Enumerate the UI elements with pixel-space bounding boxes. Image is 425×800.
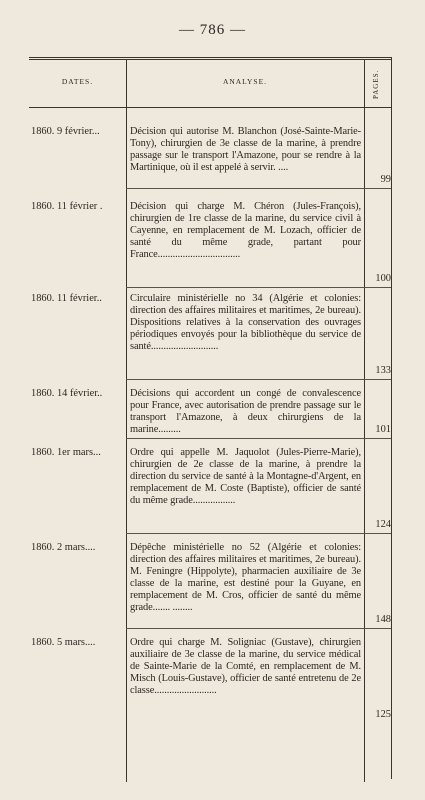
entry-date: 1860. 9 février... xyxy=(31,126,100,137)
entry-page: 133 xyxy=(375,365,391,376)
entry-divider xyxy=(126,379,391,380)
entry-divider xyxy=(126,628,391,629)
entry-date: 1860. 14 février.. xyxy=(31,388,103,399)
entry-date: 1860. 1er mars... xyxy=(31,447,101,458)
entry-text: Circulaire ministérielle no 34 (Algérie et colonies: direction des affaires militaires et maritimes, 2e bureau). Dispositions relatives à la conservation des ouvrages périodiques envoyés pour la bibliothèque du service de santé........................... xyxy=(130,293,361,353)
entry-text: Ordre qui appelle M. Jaquolot (Jules-Pierre-Marie), chirurgien de 2e classe de la marine, à prendre la direction du service de santé à la Montagne-d'Argent, en remplacement de M. Coste (Baptiste), officier de santé du même grade................. xyxy=(130,447,361,507)
entry-divider xyxy=(126,533,391,534)
entry-date: 1860. 5 mars.... xyxy=(31,637,96,648)
table-header xyxy=(29,60,391,108)
entry-date: 1860. 11 février . xyxy=(31,201,103,212)
column-divider xyxy=(364,107,365,782)
entry-page: 124 xyxy=(375,519,391,530)
header-analyse: ANALYSE. xyxy=(222,77,268,86)
table-right-border xyxy=(391,57,392,779)
entry-text: Décision qui autorise M. Blanchon (José-Sainte-Marie-Tony), chirurgien de 3e classe de la marine, à prendre passage sur le transport l'Amazone, pour se rendre à la Martinique, où il est appelé à servir. .... xyxy=(130,126,361,174)
entry-page: 99 xyxy=(380,174,391,185)
entry-text: Dépêche ministérielle no 52 (Algérie et colonies: direction des affaires militaires et maritimes, 2e bureau). M. Feningre (Hippolyte), pharmacien auxiliaire de 3e classe de la marine, est destiné pour la Guyane, en remplacement de M. Cros, officier de santé du même grade....... ........ xyxy=(130,542,361,614)
entry-text: Ordre qui charge M. Soligniac (Gustave), chirurgien auxiliaire de 3e classe de la marine, du service médical de Sainte-Marie de la Comté, en remplacement de M. Misch (Louis-Gustave), officier de santé entretenu de 2e classe......................... xyxy=(130,637,361,697)
entry-divider xyxy=(126,188,391,189)
index-table xyxy=(29,57,391,782)
entry-page: 125 xyxy=(375,709,391,720)
entry-page: 148 xyxy=(375,614,391,625)
entry-divider xyxy=(126,438,391,439)
column-divider xyxy=(364,60,365,107)
entry-text: Décisions qui accordent un congé de convalescence pour France, avec autorisation de prendre passage sur le transport l'Amazone, à deux chirurgiens de la marine......... xyxy=(130,388,361,436)
page-number: — 786 — xyxy=(179,22,246,38)
column-divider xyxy=(126,107,127,782)
entry-page: 101 xyxy=(375,424,391,435)
header-pages: PAGES. xyxy=(372,69,380,99)
entry-date: 1860. 11 février.. xyxy=(31,293,102,304)
header-dates: DATES. xyxy=(61,77,94,86)
entry-text: Décision qui charge M. Chéron (Jules-François), chirurgien de 1re classe de la marine, du service civil à Cayenne, en remplacement de M. Lozach, officier de santé du même grade, partant pour France................................. xyxy=(130,201,361,261)
entry-date: 1860. 2 mars.... xyxy=(31,542,96,553)
entry-divider xyxy=(126,287,391,288)
entry-page: 100 xyxy=(375,273,391,284)
